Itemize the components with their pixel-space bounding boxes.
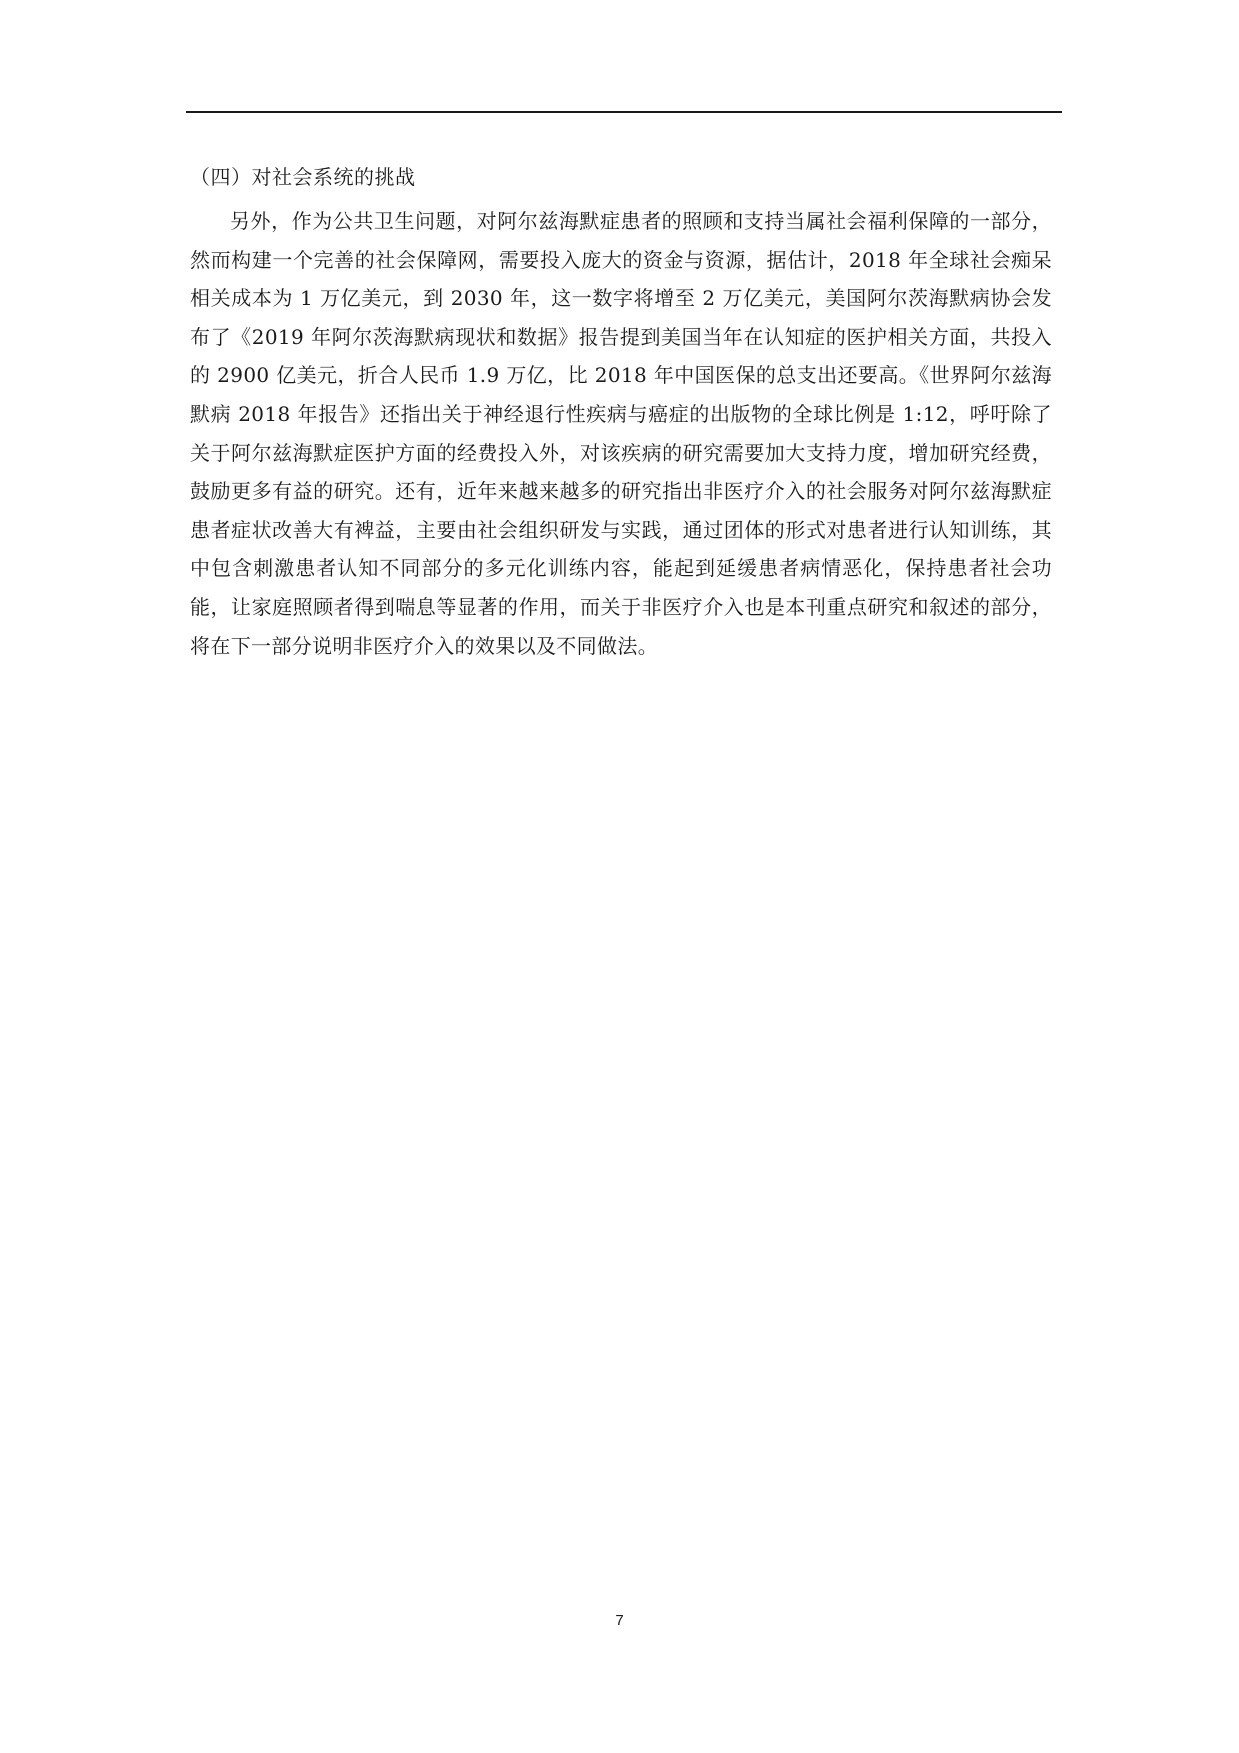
section-heading: （四）对社会系统的挑战 (190, 165, 416, 189)
header-rule (186, 111, 1062, 113)
body-paragraph: 另外，作为公共卫生问题，对阿尔兹海默症患者的照顾和支持当属社会福利保障的一部分，然而构建一个完善的社会保障网，需要投入庞大的资金与资源，据估计，2018 年全球社会痴呆相关成本为 1 万亿美元，到 2030 年，这一数字将增至 2 万亿美元，美国阿尔茨海默病协会发布了《2019 年阿尔茨海默病现状和数据》报告提到美国当年在认知症的医护相关方面，共投入的 2900 亿美元，折合人民币 1.9 万亿，比 2018 年中国医保的总支出还要高。《世界阿尔兹海默病 2018 年报告》还指出关于神经退行性疾病与癌症的出版物的全球比例是 1:12，呼吁除了关于阿尔兹海默症医护方面的经费投入外，对该疾病的研究需要加大支持力度，增加研究经费，鼓励更多有益的研究。还有，近年来越来越多的研究指出非医疗介入的社会服务对阿尔兹海默症患者症状改善大有裨益，主要由社会组织研发与实践，通过团体的形式对患者进行认知训练，其中包含刺激患者认知不同部分的多元化训练内容，能起到延缓患者病情恶化，保持患者社会功能，让家庭照顾者得到喘息等显著的作用，而关于非医疗介入也是本刊重点研究和叙述的部分，将在下一部分说明非医疗介入的效果以及不同做法。 (190, 209, 1052, 658)
document-body (190, 158, 1052, 665)
page-number: 7 (615, 1612, 624, 1629)
